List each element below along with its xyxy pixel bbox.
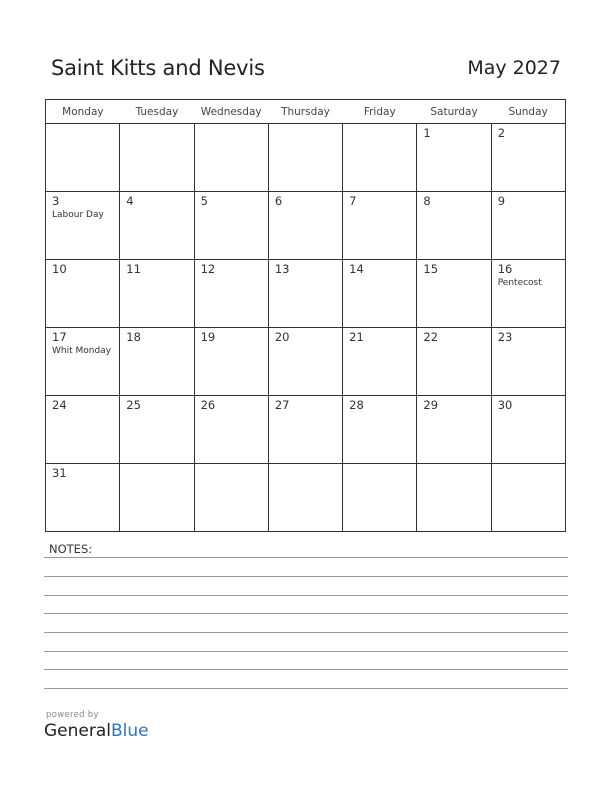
day-cell	[268, 192, 342, 260]
day-cell	[120, 464, 194, 532]
day-cell	[120, 260, 194, 328]
calendar-week-row	[46, 396, 566, 464]
day-number: 19	[200, 330, 216, 344]
day-cell	[268, 396, 342, 464]
day-cell	[46, 464, 120, 532]
day-number: 8	[423, 194, 431, 208]
calendar-month-label: May 2027	[467, 57, 561, 79]
day-cell	[268, 328, 342, 396]
holiday-label: Pentecost	[497, 278, 542, 288]
calendar-week-row	[46, 260, 566, 328]
day-number: 20	[274, 330, 290, 344]
brand-logo	[44, 721, 149, 741]
note-line	[44, 613, 568, 614]
day-cell	[417, 124, 491, 192]
note-line	[44, 576, 568, 577]
day-cell	[194, 124, 268, 192]
day-number: 30	[497, 398, 513, 412]
day-number: 24	[52, 398, 67, 412]
day-number: 3	[52, 194, 60, 208]
day-cell	[46, 328, 120, 396]
note-line	[44, 595, 568, 596]
day-cell	[120, 124, 194, 192]
day-number: 13	[274, 262, 290, 276]
day-cell	[491, 192, 565, 260]
day-number: 16	[497, 262, 513, 276]
day-number: 28	[349, 398, 364, 412]
calendar-body	[46, 124, 566, 532]
holiday-label: Whit Monday	[52, 346, 112, 356]
day-cell	[194, 396, 268, 464]
day-number: 17	[52, 330, 67, 344]
weekday-header: Friday	[343, 100, 417, 124]
day-cell	[120, 396, 194, 464]
day-number: 22	[423, 330, 439, 344]
day-cell	[194, 464, 268, 532]
day-number: 9	[497, 194, 506, 208]
day-cell	[491, 328, 565, 396]
day-cell	[194, 192, 268, 260]
day-cell	[417, 464, 491, 532]
weekday-header: Monday	[46, 100, 120, 124]
weekday-header: Tuesday	[120, 100, 194, 124]
day-cell	[417, 396, 491, 464]
day-cell	[268, 260, 342, 328]
day-number: 14	[349, 262, 364, 276]
day-cell	[194, 328, 268, 396]
note-line	[44, 651, 568, 652]
note-line	[44, 688, 568, 689]
day-number: 29	[423, 398, 439, 412]
day-number: 21	[349, 330, 364, 344]
weekday-header-row	[46, 100, 566, 124]
brand-general: General	[44, 721, 111, 741]
day-cell	[120, 328, 194, 396]
day-cell	[268, 124, 342, 192]
day-cell	[46, 396, 120, 464]
day-cell	[343, 464, 417, 532]
day-cell	[417, 328, 491, 396]
day-number: 26	[200, 398, 216, 412]
brand-blue: Blue	[111, 721, 149, 741]
day-number: 27	[274, 398, 290, 412]
day-number: 15	[423, 262, 439, 276]
calendar-grid	[45, 99, 566, 532]
weekday-header: Sunday	[491, 100, 565, 124]
day-number: 4	[126, 194, 134, 208]
day-cell	[491, 396, 565, 464]
note-line	[44, 557, 568, 558]
day-cell	[343, 396, 417, 464]
day-number: 1	[423, 126, 431, 140]
day-cell	[343, 124, 417, 192]
day-cell	[343, 192, 417, 260]
day-cell	[343, 260, 417, 328]
day-cell	[343, 328, 417, 396]
day-cell	[46, 260, 120, 328]
day-cell	[46, 192, 120, 260]
day-cell	[491, 124, 565, 192]
day-number: 6	[274, 194, 283, 208]
calendar-week-row	[46, 328, 566, 396]
day-cell	[491, 464, 565, 532]
day-number: 11	[126, 262, 141, 276]
note-line	[44, 632, 568, 633]
weekday-header: Saturday	[417, 100, 491, 124]
day-cell	[417, 260, 491, 328]
day-number: 18	[126, 330, 141, 344]
calendar-week-row	[46, 464, 566, 532]
day-cell	[268, 464, 342, 532]
day-number: 31	[52, 466, 67, 480]
weekday-header: Thursday	[268, 100, 342, 124]
day-number: 25	[126, 398, 141, 412]
powered-by-text: powered by	[46, 710, 99, 720]
calendar-week-row	[46, 124, 566, 192]
day-number: 23	[497, 330, 513, 344]
day-number: 5	[200, 194, 208, 208]
day-number: 10	[52, 262, 67, 276]
day-number: 12	[200, 262, 216, 276]
day-cell	[46, 124, 120, 192]
day-number: 2	[497, 126, 506, 140]
note-line	[44, 669, 568, 670]
day-cell	[120, 192, 194, 260]
day-cell	[491, 260, 565, 328]
holiday-label: Labour Day	[52, 210, 104, 220]
day-cell	[194, 260, 268, 328]
day-number: 7	[349, 194, 357, 208]
calendar-week-row	[46, 192, 566, 260]
day-cell	[417, 192, 491, 260]
calendar-country-title: Saint Kitts and Nevis	[51, 56, 265, 80]
weekday-header: Wednesday	[194, 100, 268, 124]
notes-label: NOTES:	[49, 542, 93, 556]
